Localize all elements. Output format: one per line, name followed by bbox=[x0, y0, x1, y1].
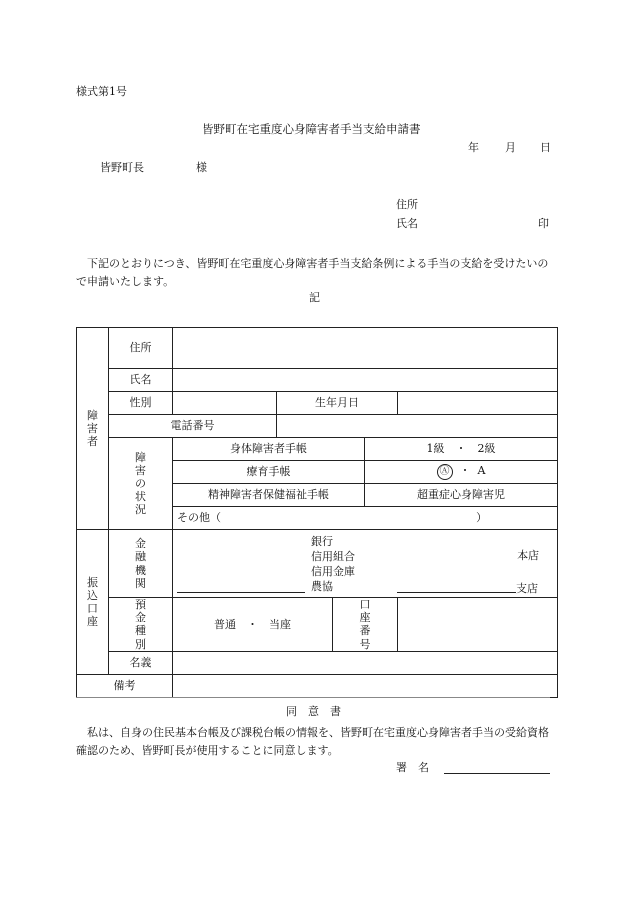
branch-label: 支店 bbox=[516, 582, 538, 595]
disability-status-label: 障 害 の 状 況 bbox=[109, 438, 173, 530]
deposit-type-label: 預 金 種 別 bbox=[109, 598, 173, 652]
other-field[interactable] bbox=[173, 507, 558, 530]
physical-handbook-label: 身体障害者手帳 bbox=[173, 438, 365, 461]
birthdate-field[interactable] bbox=[398, 392, 558, 415]
address-field[interactable] bbox=[173, 328, 558, 369]
consent-title: 同 意 書 bbox=[286, 705, 341, 718]
other-close: ） bbox=[476, 511, 488, 525]
sex-field[interactable] bbox=[173, 392, 277, 415]
applicant-address-label: 住所 bbox=[396, 198, 418, 211]
severe-child-label: 超重症心身障害児 bbox=[365, 484, 558, 507]
holder-name-label: 名義 bbox=[109, 651, 173, 674]
ki-mark: 記 bbox=[309, 291, 320, 304]
physical-grade-options[interactable]: 1級 ・ 2級 bbox=[365, 438, 558, 461]
holder-name-field[interactable] bbox=[173, 651, 558, 674]
form-number: 様式第1号 bbox=[76, 85, 127, 98]
section-transfer-label: 振 込 口 座 bbox=[77, 530, 109, 675]
consent-statement: 私は、自身の住民基本台帳及び課税台帳の情報を、皆野町在宅重度心身障害者手当の受給資格確認のため、皆野町長が使用することに同意します。 bbox=[76, 726, 549, 757]
document-title: 皆野町在宅重度心身障害者手当支給申請書 bbox=[202, 122, 421, 136]
addressee: 皆野町長 bbox=[100, 161, 144, 174]
account-number-field[interactable] bbox=[398, 598, 558, 652]
name-label: 氏名 bbox=[109, 369, 173, 392]
application-statement: 下記のとおりにつき、皆野町在宅重度心身障害者手当支給条例による手当の支給を受けたいので申請いたします。 bbox=[76, 257, 549, 288]
mental-handbook-label: 精神障害者保健福祉手帳 bbox=[173, 484, 365, 507]
seal-mark: 印 bbox=[538, 217, 549, 230]
section-person-label: 障 害 者 bbox=[77, 328, 109, 530]
section-separator bbox=[76, 697, 550, 698]
remarks-label: 備考 bbox=[77, 674, 173, 697]
account-number-label: 口 座 番 号 bbox=[333, 598, 398, 652]
signature-label: 署 名 bbox=[396, 761, 429, 774]
bank-type-list bbox=[311, 534, 355, 594]
bank-type-credit-union: 信用組合 bbox=[311, 550, 355, 563]
date-day-label: 日 bbox=[540, 141, 551, 154]
name-field[interactable] bbox=[173, 369, 558, 392]
application-form-table bbox=[76, 327, 558, 698]
address-label: 住所 bbox=[109, 328, 173, 369]
applicant-name-label: 氏名 bbox=[396, 217, 418, 230]
honorific: 様 bbox=[196, 161, 207, 174]
date-year-label: 年 bbox=[468, 141, 479, 154]
birthdate-label: 生年月日 bbox=[277, 392, 398, 415]
care-grade-a: A bbox=[477, 464, 486, 477]
bank-type-bank: 銀行 bbox=[311, 535, 333, 548]
care-grade-options[interactable] bbox=[365, 461, 558, 484]
care-grade-a-circled: Ⓐ bbox=[437, 464, 453, 480]
phone-field[interactable] bbox=[277, 415, 558, 438]
other-label: その他（ bbox=[177, 511, 221, 525]
signature-line[interactable] bbox=[444, 773, 550, 774]
remarks-field[interactable] bbox=[173, 674, 558, 697]
institution-field[interactable] bbox=[173, 530, 558, 598]
institution-name-line bbox=[177, 592, 305, 593]
sex-label: 性別 bbox=[109, 392, 173, 415]
care-grade-separator: ・ bbox=[459, 464, 471, 477]
date-month-label: 月 bbox=[505, 141, 516, 154]
bank-type-shinkin: 信用金庫 bbox=[311, 565, 355, 578]
main-branch-label: 本店 bbox=[517, 549, 540, 562]
phone-label: 電話番号 bbox=[109, 415, 277, 438]
care-handbook-label: 療育手帳 bbox=[173, 461, 365, 484]
institution-label: 金 融 機 関 bbox=[109, 530, 173, 598]
deposit-type-options[interactable]: 普通 ・ 当座 bbox=[173, 598, 333, 652]
bank-type-nokyo: 農協 bbox=[311, 580, 333, 593]
branch-name-line bbox=[397, 592, 516, 593]
